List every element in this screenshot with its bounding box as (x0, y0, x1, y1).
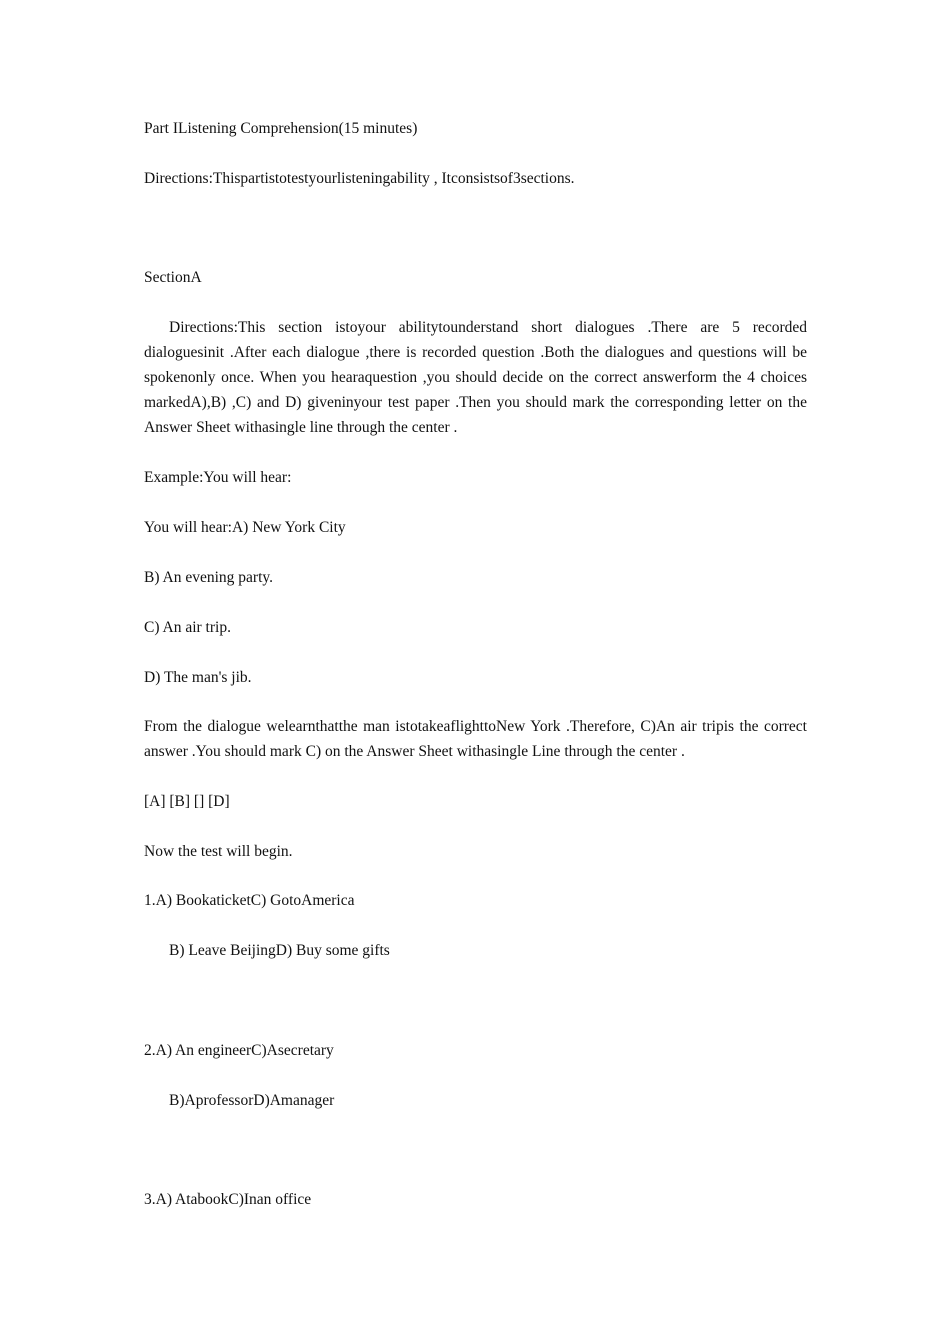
begin-text: Now the test will begin. (144, 843, 293, 860)
section-title: SectionA (144, 269, 202, 286)
question-2-line-2: B)AprofessorD)Amanager (169, 1092, 335, 1109)
example-intro: Example:You will hear: (144, 469, 292, 486)
question-2-line-1: 2.A) An engineerC)Asecretary (144, 1042, 334, 1059)
part-title: Part IListening Comprehension(15 minutes) (144, 120, 418, 137)
question-1-line-1: 1.A) BookaticketC) GotoAmerica (144, 892, 355, 909)
example-choice-c: C) An air trip. (144, 619, 231, 636)
example-choice-a: You will hear:A) New York City (144, 519, 346, 536)
answer-marks: [A] [B] [] [D] (144, 793, 230, 810)
section-directions: Directions:This section istoyour abilitytounderstand short dialogues .There are 5 recorded dialoguesinit .After each dialogue ,there is recorded question .Both the dialogues and questions will be spokenonly once. When you hearaquestion ,you should decide on the correct answerform the 4 choices markedA),B) ,C) and D) giveninyour test paper .Then you should mark the corresponding letter on the Answer Sheet withasingle line through the center . (144, 319, 807, 436)
example-choice-d: D) The man's jib. (144, 669, 252, 686)
question-1-line-2: B) Leave BeijingD) Buy some gifts (169, 942, 390, 959)
part-directions: Directions:Thispartistotestyourlisteningability , Itconsistsof3sections. (144, 170, 575, 187)
example-choice-b: B) An evening party. (144, 569, 273, 586)
question-3-line-1: 3.A) AtabookC)Inan office (144, 1191, 312, 1208)
example-explanation: From the dialogue welearnthatthe man istotakeaflighttoNew York .Therefore, C)An air tripis the correct answer .You should mark C) on the Answer Sheet withasingle Line through the center . (144, 718, 807, 760)
